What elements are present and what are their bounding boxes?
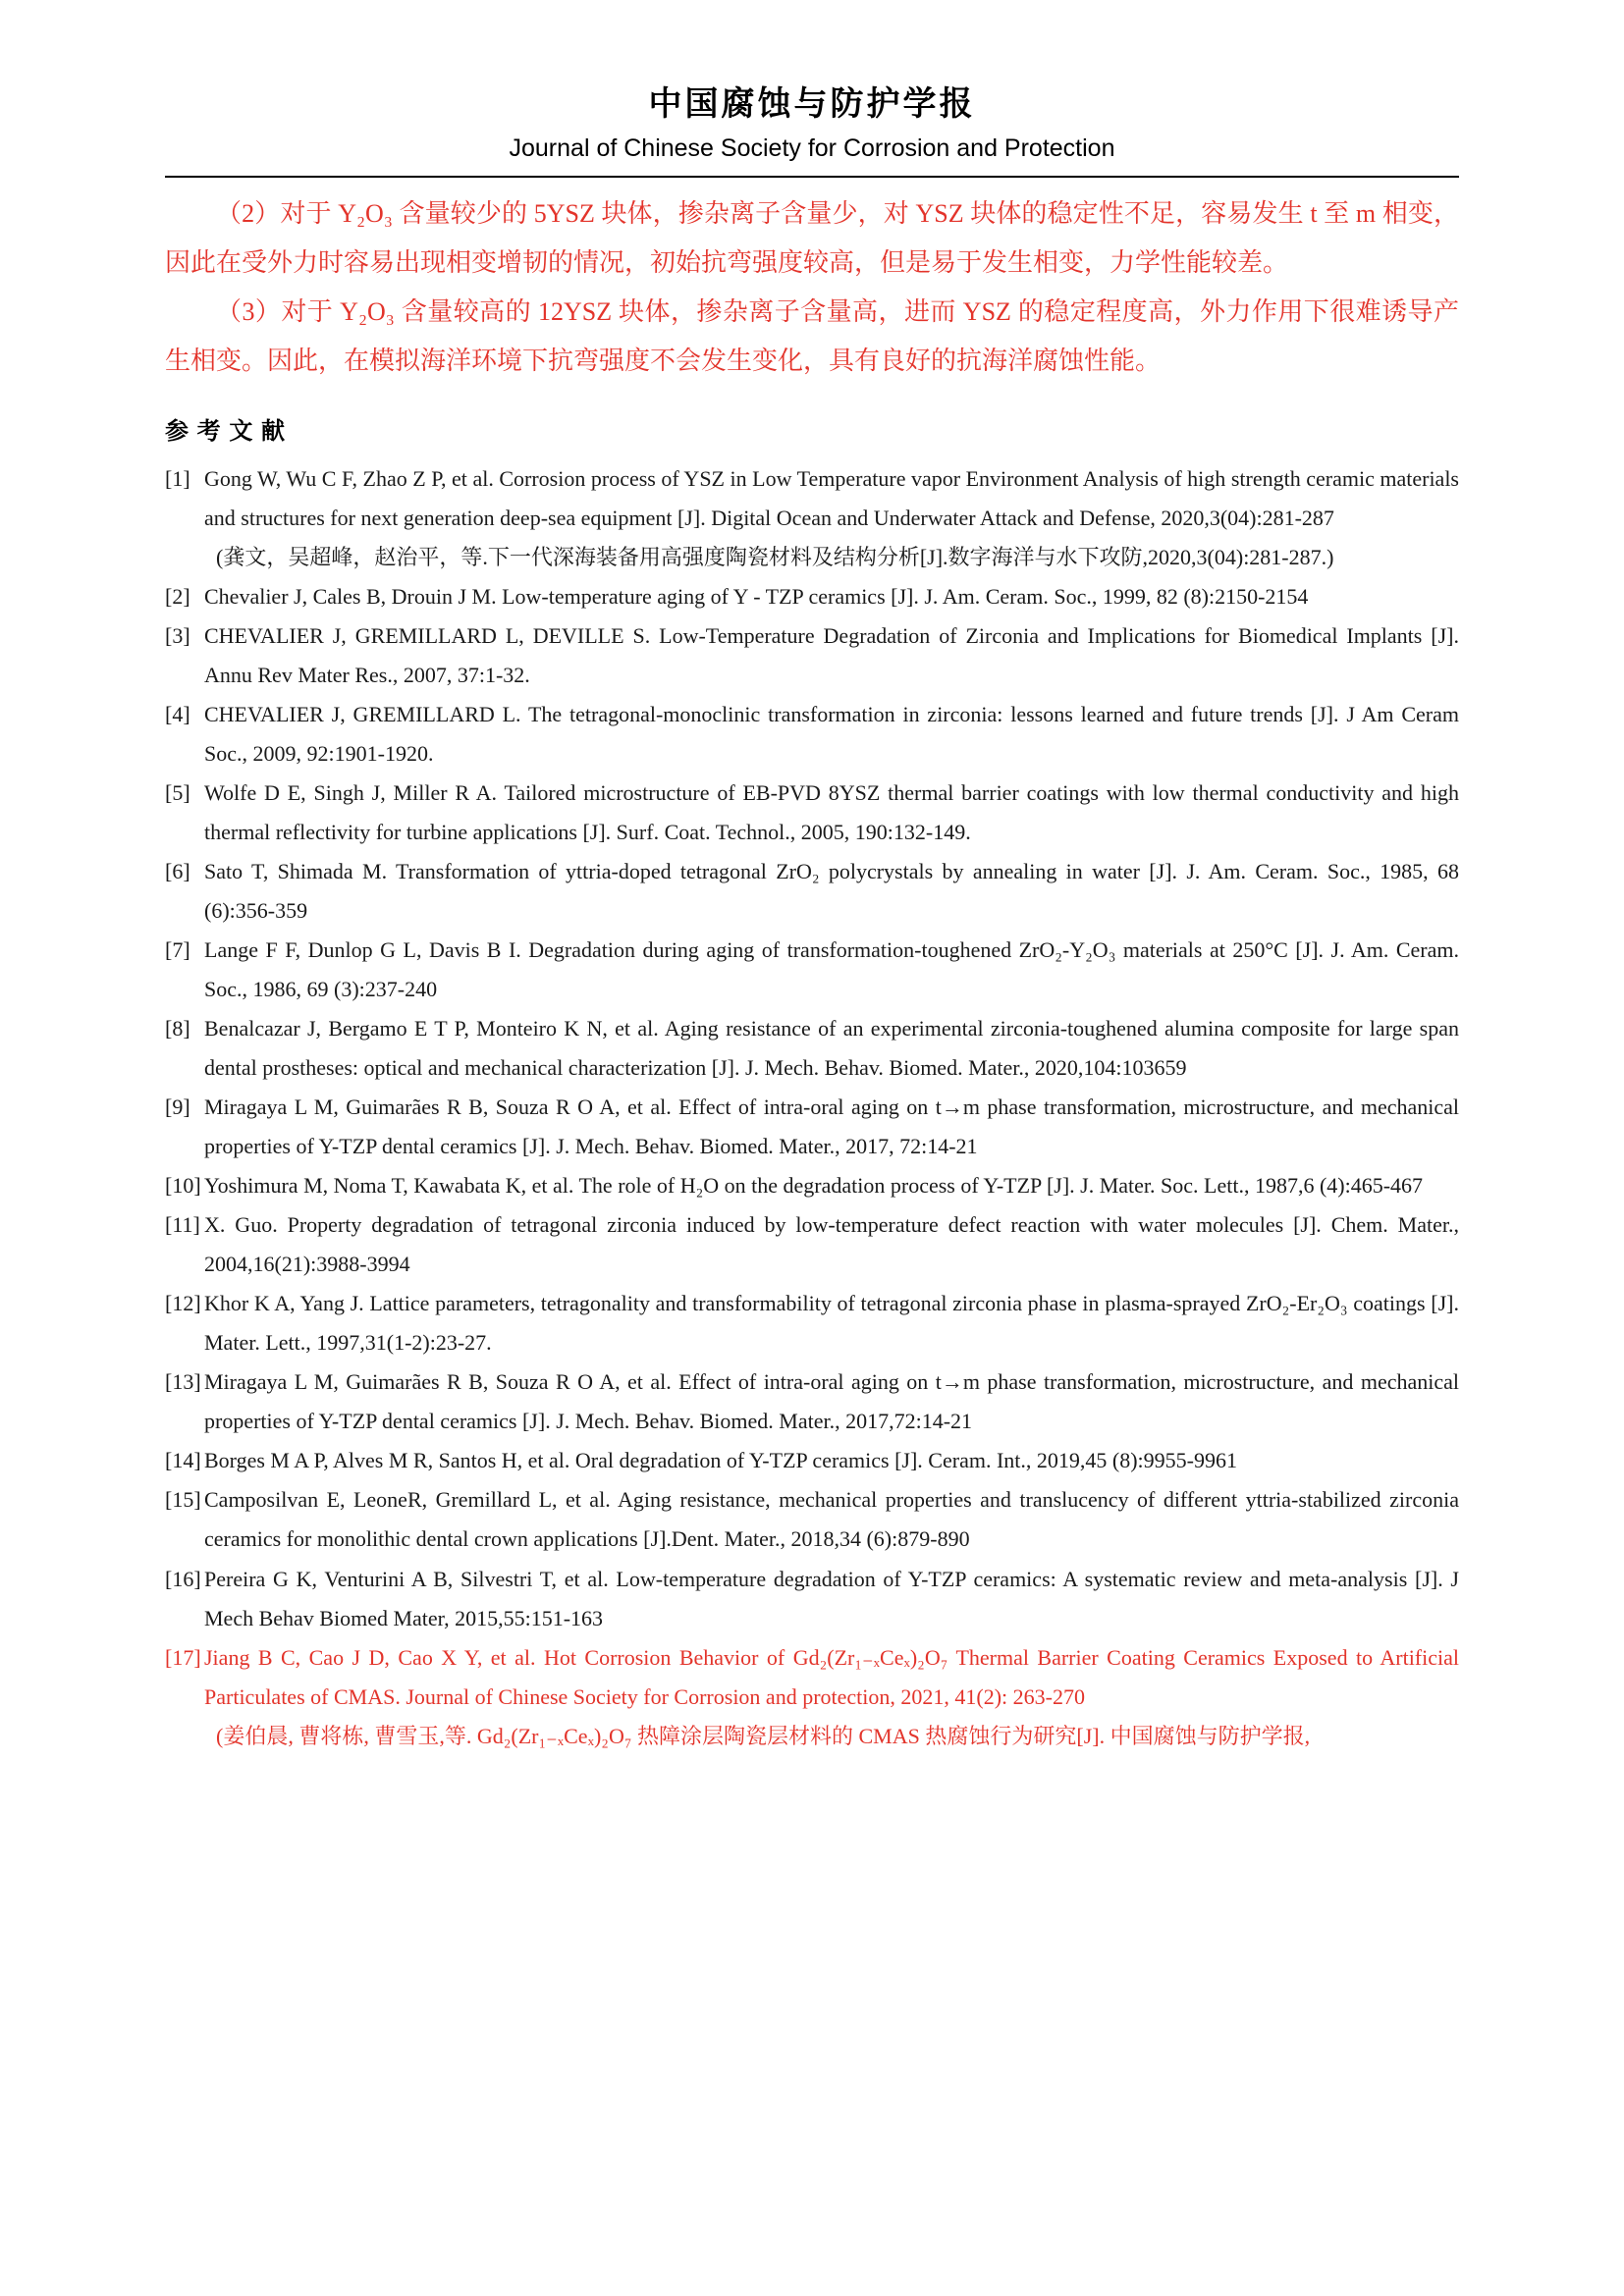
reference-text: Pereira G K, Venturini A B, Silvestri T, et al. Low-temperature degradation of Y-TZP ceramics: A systematic review and meta-analysis [J]. J Mech Behav Biomed Mater, 2015,55:151-163	[204, 1566, 1459, 1630]
reference-item	[165, 774, 1459, 852]
reference-item	[165, 1166, 1459, 1205]
reference-translation: (姜伯晨, 曹将栋, 曹雪玉,等. Gd₂(Zr₁₋ₓCeₓ)₂O₇ 热障涂层陶瓷层材料的 CMAS 热腐蚀行为研究[J]. 中国腐蚀与防护学报,	[216, 1723, 1311, 1748]
reference-number: [7]	[165, 937, 190, 962]
reference-number: [14]	[165, 1448, 201, 1473]
reference-item	[165, 1284, 1459, 1362]
references-list	[165, 459, 1459, 1756]
reference-body	[204, 774, 1459, 852]
reference-body	[204, 1205, 1459, 1284]
reference-body	[204, 1480, 1459, 1559]
reference-number: [9]	[165, 1095, 190, 1120]
reference-text: X. Guo. Property degradation of tetragonal zirconia induced by low-temperature defect reaction with water molecules [J]. Chem. Mater., 2004,16(21):3988-3994	[204, 1212, 1459, 1277]
reference-body	[204, 1560, 1459, 1638]
conclusion-paragraph-2: （2）对于 Y₂O₃ 含量较少的 5YSZ 块体，掺杂离子含量少，对 YSZ 块体的稳定性不足，容易发生 t 至 m 相变，因此在受外力时容易出现相变增韧的情况，初始抗弯强度较高，但是易于发生相变，力学性能较差。	[165, 199, 1459, 277]
reference-number: [4]	[165, 701, 190, 726]
reference-number: [6]	[165, 858, 190, 883]
reference-text: Miragaya L M, Guimarães R B, Souza R O A, et al. Effect of intra-oral aging on t→m phase transformation, microstructure, and mechanical properties of Y-TZP dental ceramics [J]. J. Mech. Behav. Biomed. Mater., 2017, 72:14-21	[204, 1095, 1459, 1159]
reference-item	[165, 931, 1459, 1009]
reference-number: [17]	[165, 1644, 201, 1670]
reference-item	[165, 852, 1459, 931]
reference-number: [12]	[165, 1291, 201, 1316]
reference-body	[204, 1284, 1459, 1362]
reference-text: Yoshimura M, Noma T, Kawabata K, et al. The role of H₂O on the degradation process of Y-TZP [J]. J. Mater. Soc. Lett., 1987,6 (4):465-467	[204, 1173, 1424, 1199]
reference-body	[204, 1362, 1459, 1441]
reference-item	[165, 616, 1459, 695]
reference-body	[204, 931, 1459, 1009]
reference-body	[204, 577, 1459, 616]
reference-number: [13]	[165, 1369, 201, 1395]
reference-item	[165, 1088, 1459, 1166]
reference-text: Lange F F, Dunlop G L, Davis B I. Degradation during aging of transformation-toughened ZrO₂-Y₂O₃ materials at 250°C [J]. J. Am. Ceram. Soc., 1986, 69 (3):237-240	[204, 937, 1459, 1002]
conclusion-paragraph-3: （3）对于 Y₂O₃ 含量较高的 12YSZ 块体，掺杂离子含量高，进而 YSZ 的稳定程度高，外力作用下很难诱导产生相变。因此，在模拟海洋环境下抗弯强度不会发生变化，具有良好的抗海洋腐蚀性能。	[165, 296, 1459, 375]
reference-text: Benalcazar J, Bergamo E T P, Monteiro K N, et al. Aging resistance of an experimental zirconia-toughened alumina composite for large span dental prostheses: optical and mechanical characterization [J]. J. Mech. Behav. Biomed. Mater., 2020,104:103659	[204, 1016, 1459, 1081]
reference-number: [10]	[165, 1173, 201, 1199]
reference-text: Borges M A P, Alves M R, Santos H, et al. Oral degradation of Y-TZP ceramics [J]. Ceram. Int., 2019,45 (8):9955-9961	[204, 1448, 1237, 1473]
reference-item	[165, 1362, 1459, 1441]
reference-number: [16]	[165, 1566, 201, 1591]
reference-number: [15]	[165, 1487, 201, 1513]
reference-text: Jiang B C, Cao J D, Cao X Y, et al. Hot Corrosion Behavior of Gd₂(Zr₁₋ₓCeₓ)₂O₇ Thermal Barrier Coating Ceramics Exposed to Artificial Particulates of CMAS. Journal of Chinese Society for Corrosion and protection, 2021, 41(2): 263-270	[204, 1644, 1459, 1709]
reference-item	[165, 1009, 1459, 1088]
reference-text: CHEVALIER J, GREMILLARD L. The tetragonal-monoclinic transformation in zirconia: lessons learned and future trends [J]. J Am Ceram Soc., 2009, 92:1901-1920.	[204, 701, 1459, 766]
reference-item	[165, 1560, 1459, 1638]
reference-number: [11]	[165, 1212, 200, 1238]
reference-item	[165, 1480, 1459, 1559]
journal-title-en: Journal of Chinese Society for Corrosion and Protection	[509, 134, 1115, 162]
reference-body	[204, 695, 1459, 774]
reference-body	[204, 1166, 1459, 1205]
reference-item	[165, 459, 1459, 577]
reference-body	[204, 852, 1459, 931]
journal-title-zh: 中国腐蚀与防护学报	[648, 85, 976, 123]
reference-text: Miragaya L M, Guimarães R B, Souza R O A, et al. Effect of intra-oral aging on t→m phase transformation, microstructure, and mechanical properties of Y-TZP dental ceramics [J]. J. Mech. Behav. Biomed. Mater., 2017,72:14-21	[204, 1369, 1459, 1434]
reference-body	[204, 1088, 1459, 1166]
reference-text: Khor K A, Yang J. Lattice parameters, tetragonality and transformability of tetragonal zirconia phase in plasma-sprayed ZrO₂-Er₂O₃ coatings [J]. Mater. Lett., 1997,31(1-2):23-27.	[204, 1291, 1459, 1356]
reference-text: Sato T, Shimada M. Transformation of yttria-doped tetragonal ZrO₂ polycrystals by annealing in water [J]. J. Am. Ceram. Soc., 1985, 68 (6):356-359	[204, 858, 1459, 923]
reference-item	[165, 1638, 1459, 1756]
reference-translation: (龚文，吴超峰，赵治平，等.下一代深海装备用高强度陶瓷材料及结构分析[J].数字海洋与水下攻防,2020,3(04):281-287.)	[216, 544, 1334, 569]
reference-number: [8]	[165, 1016, 190, 1041]
header-rule	[165, 176, 1459, 178]
reference-number: [3]	[165, 622, 190, 648]
reference-text: Wolfe D E, Singh J, Miller R A. Tailored microstructure of EB-PVD 8YSZ thermal barrier coatings with low thermal conductivity and high thermal reflectivity for turbine applications [J]. Surf. Coat. Technol., 2005, 190:132-149.	[204, 779, 1459, 844]
references-heading: 参 考 文 献	[165, 417, 287, 445]
reference-body	[204, 1009, 1459, 1088]
reference-item	[165, 695, 1459, 774]
reference-number: [1]	[165, 465, 190, 491]
reference-item	[165, 577, 1459, 616]
reference-number: [2]	[165, 583, 190, 609]
reference-text: Chevalier J, Cales B, Drouin J M. Low-temperature aging of Y - TZP ceramics [J]. J. Am. Ceram. Soc., 1999, 82 (8):2150-2154	[204, 583, 1309, 609]
reference-item	[165, 1441, 1459, 1480]
reference-number: [5]	[165, 779, 190, 805]
reference-text: CHEVALIER J, GREMILLARD L, DEVILLE S. Low-Temperature Degradation of Zirconia and Implications for Biomedical Implants [J]. Annu Rev Mater Res., 2007, 37:1-32.	[204, 622, 1459, 687]
reference-body	[204, 1441, 1459, 1480]
reference-body	[204, 616, 1459, 695]
reference-text: Camposilvan E, LeoneR, Gremillard L, et al. Aging resistance, mechanical properties and translucency of different yttria-stabilized zirconia ceramics for monolithic dental crown applications [J].Dent. Mater., 2018,34 (6):879-890	[204, 1487, 1459, 1552]
reference-item	[165, 1205, 1459, 1284]
reference-text: Gong W, Wu C F, Zhao Z P, et al. Corrosion process of YSZ in Low Temperature vapor Environment Analysis of high strength ceramic materials and structures for next generation deep-sea equipment [J]. Digital Ocean and Underwater Attack and Defense, 2020,3(04):281-287	[204, 465, 1459, 530]
journal-header	[165, 77, 1459, 178]
conclusion-section	[165, 189, 1459, 386]
reference-body	[204, 459, 1459, 577]
reference-body	[204, 1638, 1459, 1756]
